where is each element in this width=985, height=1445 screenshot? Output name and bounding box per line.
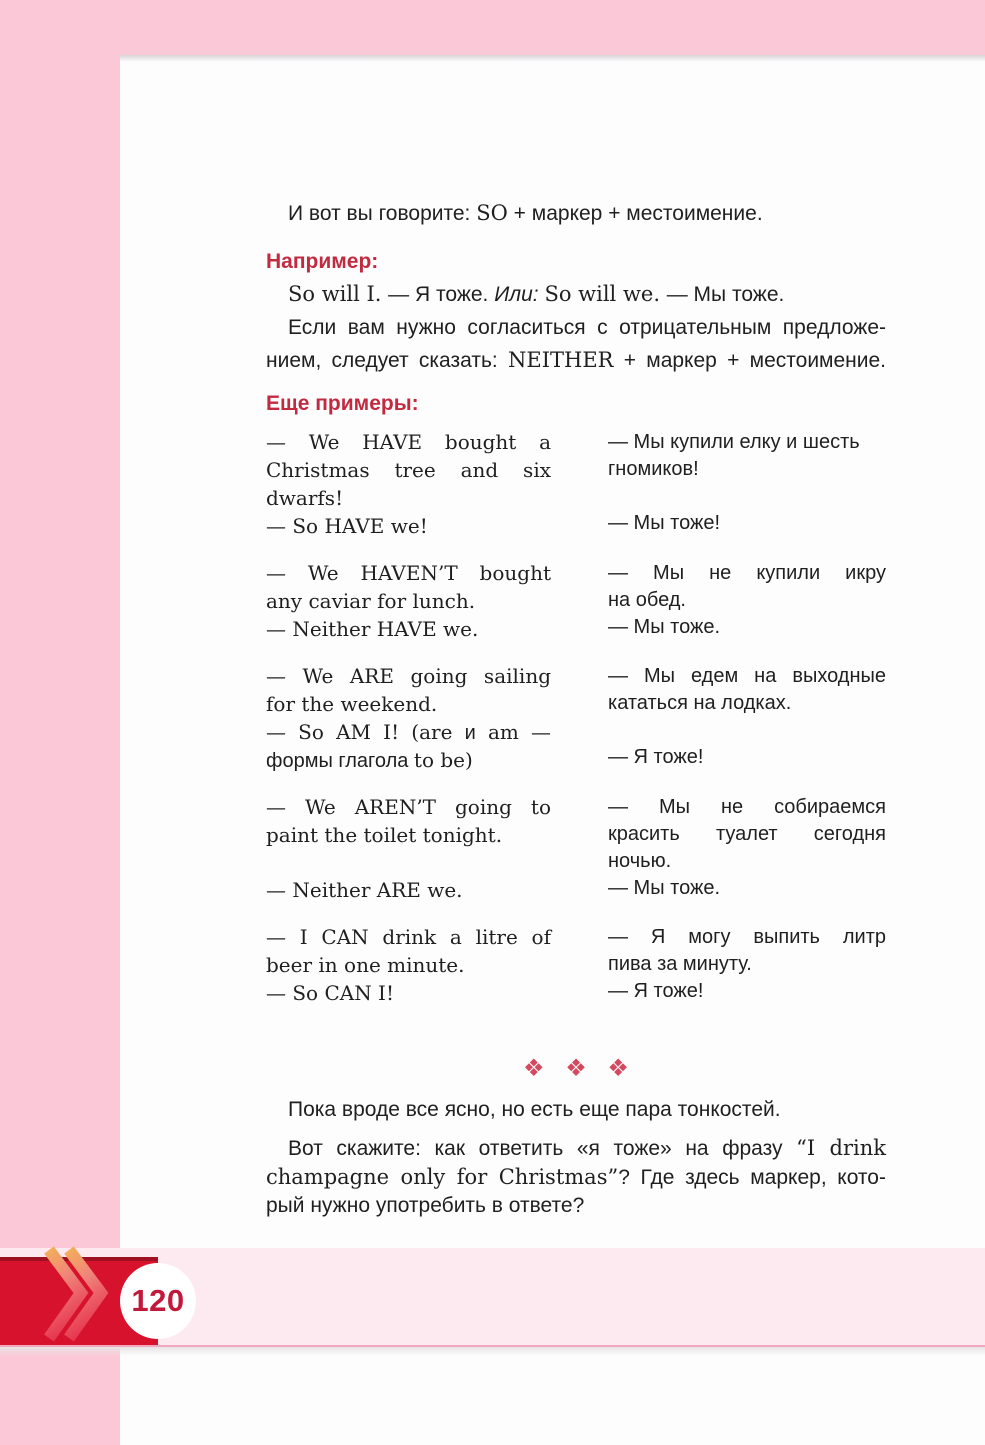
text-line: — We ARE going sailing — [266, 664, 551, 688]
page-sheet — [120, 55, 985, 1445]
example-english-cell — [266, 794, 551, 905]
intro-paragraph-2 — [266, 278, 886, 311]
text-line: — We AREN’T going to — [266, 795, 551, 819]
text-line: — Мы не купили икру — [608, 562, 886, 584]
example-english-cell — [266, 924, 551, 1008]
text-line: — We HAVEN’T bought — [266, 561, 551, 585]
example-english-cell — [266, 429, 551, 541]
text-line: — Мы тоже! — [608, 512, 721, 534]
outro-paragraph-2 — [266, 1134, 886, 1220]
text-line: Вот скажите: как ответить «я тоже» на фразу “I drink — [288, 1136, 886, 1160]
text-line: пива за минуту. — [608, 953, 752, 975]
text-line: paint the toilet tonight. — [266, 823, 503, 847]
text-line: — Я тоже! — [608, 746, 704, 768]
text-line: — Мы едем на выходные — [608, 665, 886, 687]
text-line: — Neither ARE we. — [266, 878, 463, 902]
heading-example: Например: — [266, 250, 379, 273]
text-line — [608, 717, 886, 744]
example-russian-cell — [608, 794, 886, 905]
section-separator-ornament: ❖ ❖ ❖ — [523, 1055, 636, 1082]
text-line: — Мы не собираемся — [608, 796, 886, 818]
text-line: — We HAVE bought a — [266, 430, 551, 454]
text-line: — So CAN I! — [266, 981, 394, 1005]
page-number: 120 — [131, 1283, 185, 1318]
text-line: — Мы купили елку и шесть — [608, 431, 860, 453]
text-line: И вот вы говорите: SO + маркер + местоимение. — [288, 201, 763, 225]
outro-paragraph-1 — [266, 1096, 886, 1124]
text-line: beer in one minute. — [266, 953, 465, 977]
text-line: ночью. — [608, 850, 672, 872]
text-line: — Я тоже! — [608, 980, 704, 1002]
example-russian-cell — [608, 429, 886, 541]
text-line: So will I. — Я тоже. Или: So will we. — Мы тоже. — [288, 282, 785, 306]
text-line: dwarfs! — [266, 486, 344, 510]
double-chevron-icon — [44, 1244, 118, 1344]
example-russian-cell — [608, 924, 886, 1008]
text-line: Christmas tree and six — [266, 458, 551, 482]
text-line: нием, следует сказать: NEITHER + маркер + местоимение. — [266, 348, 887, 372]
example-russian-cell — [608, 560, 886, 644]
page-number-badge — [120, 1263, 196, 1339]
text-line — [266, 850, 551, 877]
heading-more-examples: Еще примеры: — [266, 392, 419, 415]
text-line: на обед. — [608, 589, 686, 611]
text-line: красить туалет сегодня — [608, 823, 886, 845]
examples-table — [266, 429, 886, 1008]
text-line: any caviar for lunch. — [266, 589, 476, 613]
text-line: рый нужно употребить в ответе? — [266, 1194, 585, 1217]
text-line: — Neither HAVE we. — [266, 617, 479, 641]
intro-paragraph-3 — [266, 311, 886, 377]
example-english-cell — [266, 663, 551, 775]
text-line: for the weekend. — [266, 692, 438, 716]
text-line: гномиков! — [608, 458, 699, 480]
text-line — [608, 483, 886, 510]
text-line: — Мы тоже. — [608, 877, 721, 899]
page-text-block — [266, 197, 886, 1220]
text-line: формы глагола to be) — [266, 748, 473, 772]
text-line: кататься на лодках. — [608, 692, 792, 714]
text-line: — Мы тоже. — [608, 616, 721, 638]
text-line: Пока вроде все ясно, но есть еще пара тонкостей. — [288, 1098, 781, 1121]
text-line: — So AM I! (are и am — — [266, 720, 551, 744]
example-russian-cell — [608, 663, 886, 775]
text-line: — I CAN drink a litre of — [266, 925, 551, 949]
text-line: — Я могу выпить литр — [608, 926, 886, 948]
example-english-cell — [266, 560, 551, 644]
text-line: Если вам нужно согласиться с отрицательным предложе- — [288, 316, 886, 339]
text-line: — So HAVE we! — [266, 514, 428, 538]
text-line: champagne only for Christmas”? Где здесь маркер, кото- — [266, 1165, 886, 1189]
intro-paragraph-1 — [266, 197, 886, 230]
